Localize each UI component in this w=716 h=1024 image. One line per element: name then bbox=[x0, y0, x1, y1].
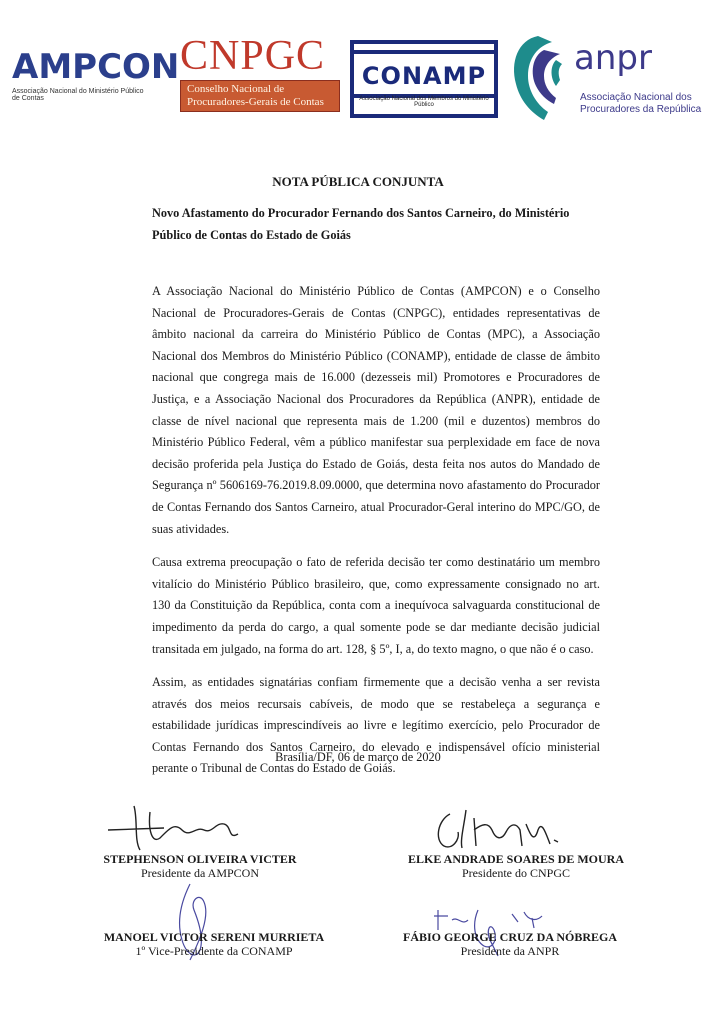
document-date: Brasília/DF, 06 de março de 2020 bbox=[275, 750, 441, 764]
paragraph: Assim, as entidades signatárias confiam firmemente que a decisão venha a ser revista através dos meios recursais cabíveis, de modo que se restabeleça a segurança e estabilidade jurídicas imprescindíveis ao livre e legítimo exercício, pelo Procurador de Contas Fernando dos Santos Carneiro, do elevado e indispensável ofício ministerial perante o Tribunal de Contas do Estado de Goiás. bbox=[152, 675, 600, 776]
signatory-block bbox=[386, 852, 646, 880]
anpr-logo bbox=[508, 28, 704, 128]
anpr-caption-line2: Procuradores da República bbox=[580, 104, 702, 115]
signatory-block bbox=[380, 930, 640, 958]
signatory-role: Presidente da ANPR bbox=[460, 944, 560, 958]
paragraph: Causa extrema preocupação o fato de referida decisão ter como destinatário um membro vitalício do Ministério Público brasileiro, que, como expressamente consignado no art. 130 da Constituição da República, conta com a inequívoca salvaguarda constitucional de impedimento da perda do cargo, a qual somente pode se dar mediante decisão judicial transitada em julgado, na forma do art. 128, § 5º, I, a, do texto magno, o que não é o caso. bbox=[152, 555, 600, 656]
signatory-name: STEPHENSON OLIVEIRA VICTER bbox=[103, 852, 297, 866]
cnpgc-logo-mark: CNPGC bbox=[180, 33, 326, 79]
signatory-role: 1º Vice-Presidente da CONAMP bbox=[135, 944, 293, 958]
anpr-logo-mark: anpr bbox=[574, 38, 652, 78]
ampcon-logo-mark: AMPCON bbox=[12, 47, 180, 87]
logo-header bbox=[0, 28, 716, 128]
ampcon-logo bbox=[12, 47, 180, 128]
signature-elke bbox=[430, 800, 580, 856]
signatory-name: MANOEL VICTOR SERENI MURRIETA bbox=[103, 930, 325, 944]
signatory-block bbox=[84, 930, 344, 958]
signatory-name: ELKE ANDRADE SOARES DE MOURA bbox=[407, 852, 625, 866]
anpr-caption-line1: Associação Nacional dos bbox=[580, 92, 692, 103]
cnpgc-logo bbox=[180, 34, 340, 130]
document-title: NOTA PÚBLICA CONJUNTA bbox=[272, 174, 444, 189]
signatory-name: FÁBIO GEORGE CRUZ DA NÓBREGA bbox=[402, 930, 618, 944]
signatory-role: Presidente do CNPGC bbox=[462, 866, 570, 880]
conamp-logo bbox=[350, 40, 498, 118]
conamp-top-bar bbox=[354, 50, 494, 54]
anpr-logo-caption bbox=[580, 92, 701, 116]
anpr-profile-icon bbox=[508, 28, 574, 128]
conamp-logo-mark: CONAMP bbox=[361, 62, 487, 90]
document-body bbox=[152, 281, 600, 792]
cnpgc-caption-line2: Procuradores-Gerais de Contas bbox=[187, 96, 324, 108]
document-subtitle: Novo Afastamento do Procurador Fernando dos Santos Carneiro, do Ministério Público de Contas do Estado de Goiás bbox=[152, 206, 570, 242]
paragraph: A Associação Nacional do Ministério Público de Contas (AMPCON) e o Conselho Nacional de Procuradores-Gerais de Contas (CNPGC), entidades representativas de âmbito nacional da carreira do Ministério Público de Contas (MPC), a Associação Nacional dos Membros do Ministério Público (CONAMP), entidade de classe de âmbito nacional que congrega mais de 16.000 (dezesseis mil) Promotores e Procuradores de Justiça, e a Associação Nacional dos Procuradores da República (ANPR), entidade de classe de nível nacional que representa mais de 1.200 (mil e duzentos) membros do Ministério Público Federal, vêm a público manifestar sua perplexidade em face de nova decisão proferida pela Justiça do Estado de Goiás, desta feita nos autos do Mandado de Segurança nº 5606169-76.2019.8.09.0000, que determina novo afastamento do Procurador de Contas Fernando dos Santos Carneiro, atual Procurador-Geral interino do MPC/GO, de suas atividades. bbox=[152, 284, 600, 536]
cnpgc-caption-line1: Conselho Nacional de bbox=[187, 83, 285, 95]
cnpgc-logo-caption bbox=[180, 80, 340, 112]
ampcon-logo-caption: Associação Nacional do Ministério Público de Contas bbox=[12, 88, 144, 102]
signatory-block bbox=[70, 852, 330, 880]
signatory-role: Presidente da AMPCON bbox=[141, 866, 259, 880]
signature-stephenson bbox=[104, 800, 254, 860]
conamp-logo-caption: Associação Nacional dos Membros do Ministério Público bbox=[359, 96, 489, 108]
